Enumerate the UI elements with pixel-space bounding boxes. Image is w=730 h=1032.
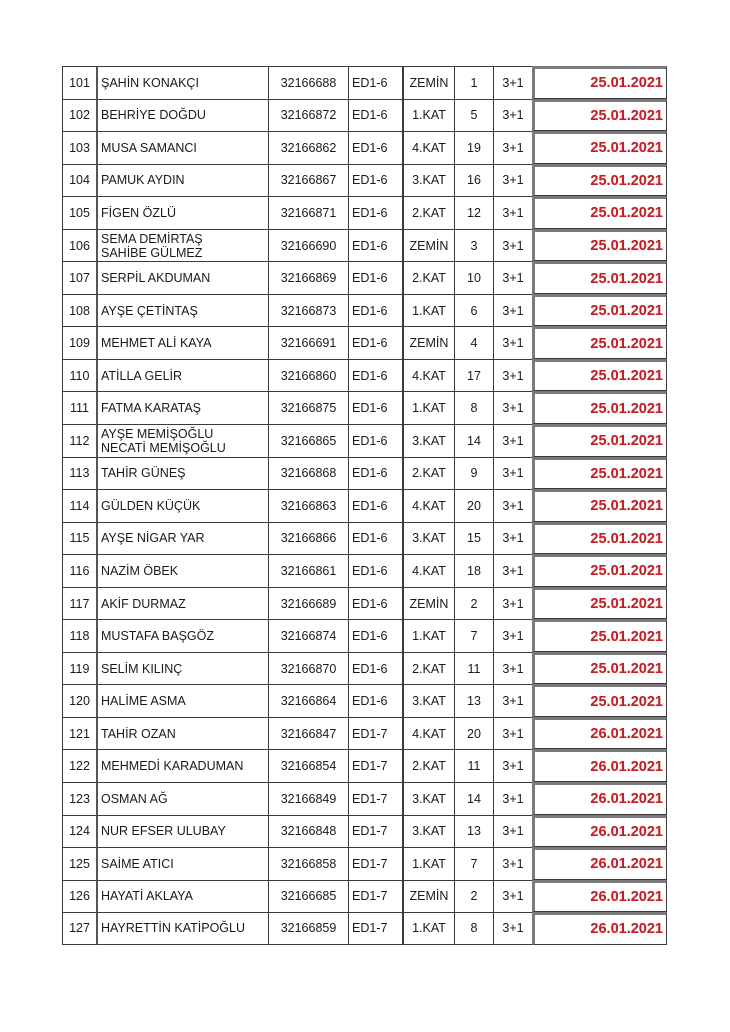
delivery-date: 26.01.2021 [532,717,667,750]
owner-name: NUR EFSER ULUBAY [101,824,226,839]
block-code: ED1-6 [348,99,402,132]
owner-name: HAYATİ AKLAYA [101,889,193,904]
table-row [62,489,667,522]
owner-names [96,717,268,750]
owner-name: NECATİ MEMİŞOĞLU [101,440,226,455]
owner-name: BEHRİYE DOĞDU [101,108,206,123]
block-code: ED1-6 [348,619,402,652]
door-number: 15 [454,522,493,555]
owner-name: SAHİBE GÜLMEZ [101,245,203,260]
owner-name: AKİF DURMAZ [101,596,186,611]
record-id: 32166859 [268,912,348,945]
record-id: 32166860 [268,359,348,392]
table-row [62,261,667,294]
floor: 1.KAT [402,294,454,327]
owner-name: MEHMET ALİ KAYA [101,336,212,351]
row-number: 103 [62,131,96,164]
delivery-date: 25.01.2021 [532,294,667,327]
row-number: 117 [62,587,96,620]
door-number: 16 [454,164,493,197]
owner-name: ŞAHİN KONAKÇI [101,75,199,90]
delivery-date: 25.01.2021 [532,522,667,555]
record-id: 32166875 [268,391,348,424]
floor: 2.KAT [402,457,454,490]
unit-type: 3+1 [493,457,532,490]
floor: 3.KAT [402,164,454,197]
table-row [62,196,667,229]
record-id: 32166870 [268,652,348,685]
record-id: 32166864 [268,684,348,717]
table-row [62,587,667,620]
record-id: 32166858 [268,847,348,880]
owner-names [96,652,268,685]
door-number: 3 [454,229,493,262]
table-row [62,912,667,945]
owner-name: OSMAN AĞ [101,791,168,806]
owner-name: ATİLLA GELİR [101,368,183,383]
delivery-date: 25.01.2021 [532,424,667,457]
delivery-date: 25.01.2021 [532,66,667,99]
delivery-date: 25.01.2021 [532,489,667,522]
table-row [62,880,667,913]
row-number: 107 [62,261,96,294]
delivery-date: 26.01.2021 [532,815,667,848]
owner-name: SELİM KILINÇ [101,661,183,676]
delivery-date: 25.01.2021 [532,359,667,392]
owner-names [96,391,268,424]
row-number: 123 [62,782,96,815]
unit-type: 3+1 [493,326,532,359]
row-number: 115 [62,522,96,555]
floor: 2.KAT [402,749,454,782]
unit-type: 3+1 [493,424,532,457]
floor: 3.KAT [402,522,454,555]
door-number: 7 [454,847,493,880]
door-number: 13 [454,815,493,848]
owner-name: HAYRETTİN KATİPOĞLU [101,921,246,936]
block-code: ED1-6 [348,684,402,717]
delivery-date: 26.01.2021 [532,847,667,880]
row-number: 126 [62,880,96,913]
block-code: ED1-6 [348,294,402,327]
door-number: 17 [454,359,493,392]
owner-names [96,522,268,555]
owner-names [96,99,268,132]
door-number: 20 [454,717,493,750]
row-number: 120 [62,684,96,717]
door-number: 2 [454,880,493,913]
door-number: 2 [454,587,493,620]
owner-names [96,359,268,392]
unit-type: 3+1 [493,359,532,392]
row-number: 125 [62,847,96,880]
delivery-date: 26.01.2021 [532,912,667,945]
owner-names [96,912,268,945]
delivery-date: 25.01.2021 [532,229,667,262]
owner-name: SEMA DEMİRTAŞ [101,231,203,246]
unit-type: 3+1 [493,294,532,327]
owner-names [96,880,268,913]
floor: ZEMİN [402,229,454,262]
door-number: 13 [454,684,493,717]
floor: 4.KAT [402,131,454,164]
table-row [62,652,667,685]
floor: ZEMİN [402,880,454,913]
owner-name: GÜLDEN KÜÇÜK [101,498,201,513]
floor: 2.KAT [402,652,454,685]
row-number: 116 [62,554,96,587]
delivery-date: 25.01.2021 [532,196,667,229]
row-number: 119 [62,652,96,685]
table-row [62,229,667,262]
floor: 4.KAT [402,489,454,522]
record-id: 32166861 [268,554,348,587]
row-number: 112 [62,424,96,457]
owner-name: MUSTAFA BAŞGÖZ [101,629,214,644]
floor: 1.KAT [402,912,454,945]
floor: 2.KAT [402,196,454,229]
owner-name: HALİME ASMA [101,694,186,709]
owner-names [96,684,268,717]
table-row [62,782,667,815]
door-number: 12 [454,196,493,229]
owner-name: MEHMEDİ KARADUMAN [101,759,244,774]
table-row [62,326,667,359]
unit-type: 3+1 [493,196,532,229]
unit-type: 3+1 [493,717,532,750]
floor: ZEMİN [402,587,454,620]
unit-type: 3+1 [493,522,532,555]
unit-type: 3+1 [493,587,532,620]
block-code: ED1-6 [348,261,402,294]
table-row [62,294,667,327]
unit-type: 3+1 [493,847,532,880]
unit-type: 3+1 [493,131,532,164]
row-number: 114 [62,489,96,522]
table-row [62,457,667,490]
owner-names [96,457,268,490]
row-number: 105 [62,196,96,229]
unit-type: 3+1 [493,229,532,262]
owner-name: TAHİR OZAN [101,726,176,741]
owner-names [96,229,268,262]
record-id: 32166865 [268,424,348,457]
row-number: 118 [62,619,96,652]
owner-name: FATMA KARATAŞ [101,401,202,416]
row-number: 113 [62,457,96,490]
delivery-date: 25.01.2021 [532,131,667,164]
table-row [62,717,667,750]
delivery-date: 25.01.2021 [532,457,667,490]
owner-name: AYŞE NİGAR YAR [101,531,205,546]
floor: 4.KAT [402,554,454,587]
delivery-date: 25.01.2021 [532,652,667,685]
unit-type: 3+1 [493,99,532,132]
floor: 1.KAT [402,847,454,880]
row-number: 127 [62,912,96,945]
record-id: 32166848 [268,815,348,848]
delivery-date: 26.01.2021 [532,749,667,782]
record-id: 32166854 [268,749,348,782]
unit-type: 3+1 [493,261,532,294]
door-number: 14 [454,424,493,457]
row-number: 121 [62,717,96,750]
block-code: ED1-6 [348,457,402,490]
block-code: ED1-6 [348,131,402,164]
owner-names [96,164,268,197]
row-number: 110 [62,359,96,392]
delivery-date: 25.01.2021 [532,684,667,717]
block-code: ED1-6 [348,587,402,620]
floor: ZEMİN [402,326,454,359]
block-code: ED1-6 [348,652,402,685]
delivery-date: 25.01.2021 [532,326,667,359]
delivery-date: 25.01.2021 [532,554,667,587]
door-number: 19 [454,131,493,164]
table-row [62,131,667,164]
owner-names [96,489,268,522]
record-id: 32166873 [268,294,348,327]
block-code: ED1-6 [348,424,402,457]
floor: 3.KAT [402,424,454,457]
record-id: 32166863 [268,489,348,522]
floor: 4.KAT [402,717,454,750]
owner-name: AYŞE ÇETİNTAŞ [101,303,198,318]
delivery-date: 26.01.2021 [532,782,667,815]
block-code: ED1-6 [348,66,402,99]
door-number: 14 [454,782,493,815]
table-row [62,684,667,717]
block-code: ED1-7 [348,847,402,880]
row-number: 106 [62,229,96,262]
door-number: 8 [454,912,493,945]
owner-names [96,424,268,457]
unit-type: 3+1 [493,815,532,848]
floor: 1.KAT [402,391,454,424]
delivery-date: 25.01.2021 [532,164,667,197]
block-code: ED1-6 [348,554,402,587]
block-code: ED1-7 [348,815,402,848]
table-row [62,359,667,392]
owner-names [96,294,268,327]
unit-type: 3+1 [493,66,532,99]
owner-names [96,196,268,229]
owner-names [96,131,268,164]
table-row [62,815,667,848]
unit-type: 3+1 [493,652,532,685]
delivery-date: 25.01.2021 [532,391,667,424]
table-row [62,619,667,652]
owner-name: SAİME ATICI [101,856,174,871]
owner-names [96,261,268,294]
unit-type: 3+1 [493,749,532,782]
door-number: 1 [454,66,493,99]
owner-names [96,847,268,880]
record-id: 32166867 [268,164,348,197]
floor: 3.KAT [402,684,454,717]
block-code: ED1-6 [348,196,402,229]
floor: 1.KAT [402,619,454,652]
unit-type: 3+1 [493,912,532,945]
block-code: ED1-7 [348,717,402,750]
delivery-date: 25.01.2021 [532,619,667,652]
owner-names [96,554,268,587]
record-id: 32166862 [268,131,348,164]
floor: 3.KAT [402,815,454,848]
floor: 3.KAT [402,782,454,815]
owner-names [96,749,268,782]
owner-name: MUSA SAMANCI [101,140,197,155]
table-row [62,391,667,424]
unit-type: 3+1 [493,782,532,815]
delivery-date: 26.01.2021 [532,880,667,913]
table-row [62,554,667,587]
block-code: ED1-7 [348,880,402,913]
record-id: 32166866 [268,522,348,555]
block-code: ED1-6 [348,391,402,424]
unit-type: 3+1 [493,684,532,717]
row-number: 124 [62,815,96,848]
door-number: 10 [454,261,493,294]
record-id: 32166849 [268,782,348,815]
owner-names [96,782,268,815]
door-number: 6 [454,294,493,327]
table-row [62,749,667,782]
table-row [62,522,667,555]
record-id: 32166847 [268,717,348,750]
record-id: 32166688 [268,66,348,99]
record-id: 32166868 [268,457,348,490]
door-number: 4 [454,326,493,359]
door-number: 9 [454,457,493,490]
table-row [62,164,667,197]
row-number: 101 [62,66,96,99]
owner-name: PAMUK AYDIN [101,173,185,188]
record-id: 32166872 [268,99,348,132]
row-number: 104 [62,164,96,197]
door-number: 18 [454,554,493,587]
door-number: 11 [454,652,493,685]
record-id: 32166871 [268,196,348,229]
record-id: 32166869 [268,261,348,294]
block-code: ED1-7 [348,912,402,945]
block-code: ED1-6 [348,164,402,197]
delivery-date: 25.01.2021 [532,99,667,132]
owner-names [96,66,268,99]
owner-names [96,619,268,652]
table-row [62,66,667,99]
allocation-table [62,66,667,945]
block-code: ED1-7 [348,749,402,782]
owner-name: SERPİL AKDUMAN [101,271,211,286]
owner-names [96,326,268,359]
block-code: ED1-7 [348,782,402,815]
record-id: 32166691 [268,326,348,359]
row-number: 109 [62,326,96,359]
floor: 4.KAT [402,359,454,392]
table-row [62,847,667,880]
row-number: 122 [62,749,96,782]
door-number: 11 [454,749,493,782]
row-number: 108 [62,294,96,327]
record-id: 32166689 [268,587,348,620]
delivery-date: 25.01.2021 [532,587,667,620]
floor: 1.KAT [402,99,454,132]
unit-type: 3+1 [493,391,532,424]
record-id: 32166874 [268,619,348,652]
floor: 2.KAT [402,261,454,294]
record-id: 32166685 [268,880,348,913]
record-id: 32166690 [268,229,348,262]
block-code: ED1-6 [348,359,402,392]
owner-name: TAHİR GÜNEŞ [101,466,186,481]
owner-names [96,815,268,848]
owner-name: NAZİM ÖBEK [101,563,179,578]
door-number: 8 [454,391,493,424]
door-number: 7 [454,619,493,652]
block-code: ED1-6 [348,489,402,522]
row-number: 111 [62,391,96,424]
block-code: ED1-6 [348,229,402,262]
floor: ZEMİN [402,66,454,99]
door-number: 5 [454,99,493,132]
owner-name: FİGEN ÖZLÜ [101,205,177,220]
owner-names [96,587,268,620]
block-code: ED1-6 [348,326,402,359]
row-number: 102 [62,99,96,132]
table-row [62,99,667,132]
door-number: 20 [454,489,493,522]
delivery-date: 25.01.2021 [532,261,667,294]
unit-type: 3+1 [493,554,532,587]
unit-type: 3+1 [493,164,532,197]
block-code: ED1-6 [348,522,402,555]
unit-type: 3+1 [493,619,532,652]
owner-name: AYŞE MEMİŞOĞLU [101,426,214,441]
unit-type: 3+1 [493,880,532,913]
unit-type: 3+1 [493,489,532,522]
table-row [62,424,667,457]
